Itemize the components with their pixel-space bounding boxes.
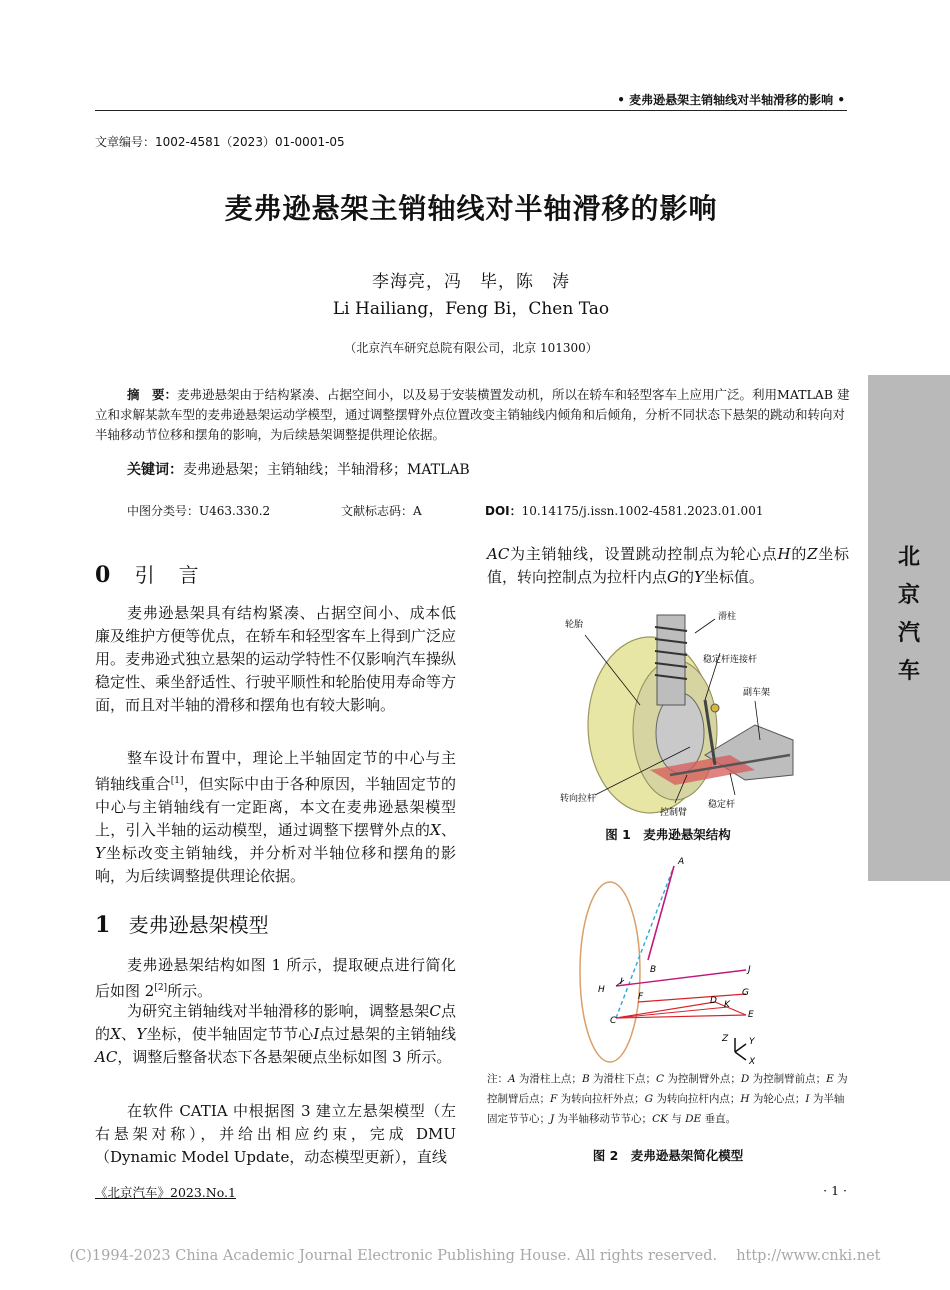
label-control-arm: 控制臂	[660, 808, 688, 818]
section-1-paragraph-1: 麦弗逊悬架结构如图 1 所示，提取硬点进行简化后如图 2[2]所示。	[95, 956, 456, 1000]
axis-triad	[735, 1038, 746, 1060]
link-joint-shape	[711, 704, 719, 712]
doi-value: 10.14175/j.issn.1002-4581.2023.01.001	[521, 504, 764, 518]
point-label-j: J	[748, 965, 751, 975]
keywords	[127, 459, 470, 479]
doi	[485, 502, 763, 519]
journal-side-tab	[868, 375, 950, 881]
control-arm-base	[715, 1002, 746, 1015]
point-label-f: F	[638, 992, 644, 1002]
header-rule	[95, 110, 847, 111]
note-point-symbol: H	[740, 1093, 750, 1105]
side-tab-char: 汽	[897, 620, 920, 646]
section-number: 1	[95, 912, 111, 938]
note-text: 为半轴固定节节心；	[487, 1093, 845, 1125]
copyright-notice: (C)1994-2023 China Academic Journal Electronic Publishing House. All rights reserved. http://www.cnki.net	[69, 1248, 881, 1264]
abstract-label: 摘 要：	[127, 387, 178, 402]
axis-label-z: Z	[722, 1034, 729, 1044]
page-number: · 1 ·	[823, 1183, 847, 1198]
doi-label: DOI：	[485, 504, 522, 518]
label-stabilizer-bar: 稳定杆	[708, 800, 736, 810]
side-tab-char: 北	[897, 544, 920, 570]
halfshaft-line	[616, 970, 746, 986]
label-subframe: 副车架	[743, 688, 771, 698]
note-point-symbol: CK	[652, 1113, 668, 1125]
axis-label-x: X	[749, 1057, 756, 1067]
section-1-heading	[95, 909, 456, 938]
affiliation: （北京汽车研究总院有限公司，北京 101300）	[344, 341, 598, 355]
note-text: 为滑柱上点；	[515, 1073, 582, 1085]
authors-english: Li Hailiang，Feng Bi，Chen Tao	[332, 299, 610, 319]
note-text: 为转向拉杆内点；	[653, 1093, 741, 1105]
side-tab-char: 京	[897, 582, 920, 608]
figure-2-note	[487, 1069, 849, 1129]
label-stabilizer-link: 稳定杆连接杆	[703, 655, 758, 665]
section-title: 引 言	[134, 563, 201, 587]
citation: [2]	[154, 983, 168, 993]
label-strut: 滑柱	[718, 612, 737, 622]
note-point-symbol: B	[581, 1073, 590, 1085]
point-label-i: I	[620, 977, 623, 987]
keywords-label: 关键词：	[127, 462, 183, 478]
section-0-paragraph-2: 整车设计布置中，理论上半轴固定节的中心与主销轴线重合[1]，但实际中由于各种原因，半轴固定节的中心与主销轴线有一定距离，本文在麦弗逊悬架模型上，引入半轴的运动模型，通过调整下摆臂外点的X、Y坐标改变主销轴线，并分析对半轴位移和摆角的影响，为后续调整提供理论依据。	[95, 749, 456, 885]
abstract	[95, 385, 850, 445]
note-point-symbol: A	[508, 1073, 516, 1085]
side-tab-char: 车	[897, 658, 920, 684]
authors-chinese: 李海亮，冯 毕，陈 涛	[372, 272, 570, 292]
figure-2-simplified-model	[560, 852, 790, 1067]
note-point-symbol: DE	[685, 1113, 702, 1125]
point-label-c: C	[610, 1016, 617, 1026]
section-1-paragraph-3: 在软件 CATIA 中根据图 3 建立左悬架模型（左右悬架对称），并给出相应约束，完成 DMU（Dynamic Model Update，动态模型更新），直线	[95, 1102, 456, 1166]
abstract-text: 麦弗逊悬架由于结构紧凑、占据空间小，以及易于安装横置发动机，所以在轿车和轻型客车上应用广泛。利用MATLAB 建立和求解某款车型的麦弗逊悬架运动学模型，通过调整摆臂外点位置改变主销轴线内倾角和后倾角，分析不同状态下悬架的跳动和转向对半轴移动节位移和摆角的影响，为后续悬架调整提供理论依据。	[95, 387, 850, 442]
running-head: • 麦弗逊悬架主销轴线对半轴滑移的影响 •	[617, 93, 845, 107]
note-text: 为控制臂外点；	[664, 1073, 741, 1085]
section-title: 麦弗逊悬架模型	[128, 913, 269, 937]
label-tie-rod: 转向拉杆	[560, 794, 597, 804]
right-column-paragraph: AC为主销轴线，设置跳动控制点为轮心点H的Z坐标值，转向控制点为拉杆内点G的Y坐标值。	[487, 545, 849, 586]
keywords-text: 麦弗逊悬架；主销轴线；半轴滑移；MATLAB	[183, 462, 470, 478]
citation: [1]	[170, 776, 184, 786]
note-point-symbol: E	[826, 1073, 834, 1085]
note-point-symbol: I	[805, 1093, 810, 1105]
document-code: 文献标志码：A	[341, 504, 422, 518]
point-label-d: D	[710, 996, 717, 1006]
note-point-symbol: F	[550, 1093, 558, 1105]
point-label-b: B	[650, 965, 657, 975]
article-number: 文章编号：1002-4581（2023）01-0001-05	[95, 135, 345, 149]
note-text: 垂直。	[701, 1113, 737, 1125]
note-text: 与	[667, 1113, 686, 1125]
point-label-h: H	[598, 985, 605, 995]
kingpin-axis-line	[616, 866, 674, 1018]
axis-label-y: Y	[749, 1037, 755, 1047]
point-label-a: A	[678, 857, 685, 867]
journal-footer: 《北京汽车》2023.No.1	[95, 1185, 236, 1200]
note-text: 为轮心点；	[749, 1093, 806, 1105]
note-point-symbol: J	[550, 1113, 555, 1125]
section-number: 0	[95, 562, 111, 588]
note-text: 为半轴移动节节心；	[554, 1113, 653, 1125]
note-point-symbol: D	[740, 1073, 750, 1085]
figure-1-caption: 图 1 麦弗逊悬架结构	[605, 827, 731, 842]
paper-title: 麦弗逊悬架主销轴线对半轴滑移的影响	[224, 192, 718, 225]
figure-2-caption: 图 2 麦弗逊悬架简化模型	[592, 1148, 744, 1163]
note-point-symbol: C	[656, 1073, 665, 1085]
note-text: 为控制臂后点；	[487, 1073, 848, 1105]
note-text: 为转向拉杆外点；	[557, 1093, 645, 1105]
note-text: 为控制臂前点；	[749, 1073, 827, 1085]
section-0-heading	[95, 559, 456, 588]
section-1-paragraph-2: 为研究主销轴线对半轴滑移的影响，调整悬架C点的X、Y坐标，使半轴固定节节心I点过悬架的主销轴线AC，调整后整备状态下各悬架硬点坐标如图 3 所示。	[95, 1002, 456, 1066]
label-tire: 轮胎	[565, 620, 584, 630]
note-point-symbol: G	[644, 1093, 654, 1105]
point-label-k: K	[724, 1000, 730, 1010]
strut-line	[648, 866, 674, 960]
clc-number: 中图分类号：U463.330.2	[127, 504, 271, 518]
wheel-outline	[580, 882, 640, 1062]
note-text: 为滑柱下点；	[589, 1073, 656, 1085]
point-label-g: G	[742, 988, 749, 998]
section-0-paragraph-1: 麦弗逊悬架具有结构紧凑、占据空间小、成本低廉及维护方便等优点，在轿车和轻型客车上得到广泛应用。麦弗逊式独立悬架的运动学特性不仅影响汽车操纵稳定性、乘坐舒适性、行驶平顺性和轮胎使用寿命等方面，而且对半轴的滑移和摆角也有较大影响。	[95, 604, 456, 714]
note-text: 注：	[487, 1073, 508, 1085]
point-label-e: E	[748, 1010, 754, 1020]
figure-1-suspension-illustration	[555, 605, 795, 820]
